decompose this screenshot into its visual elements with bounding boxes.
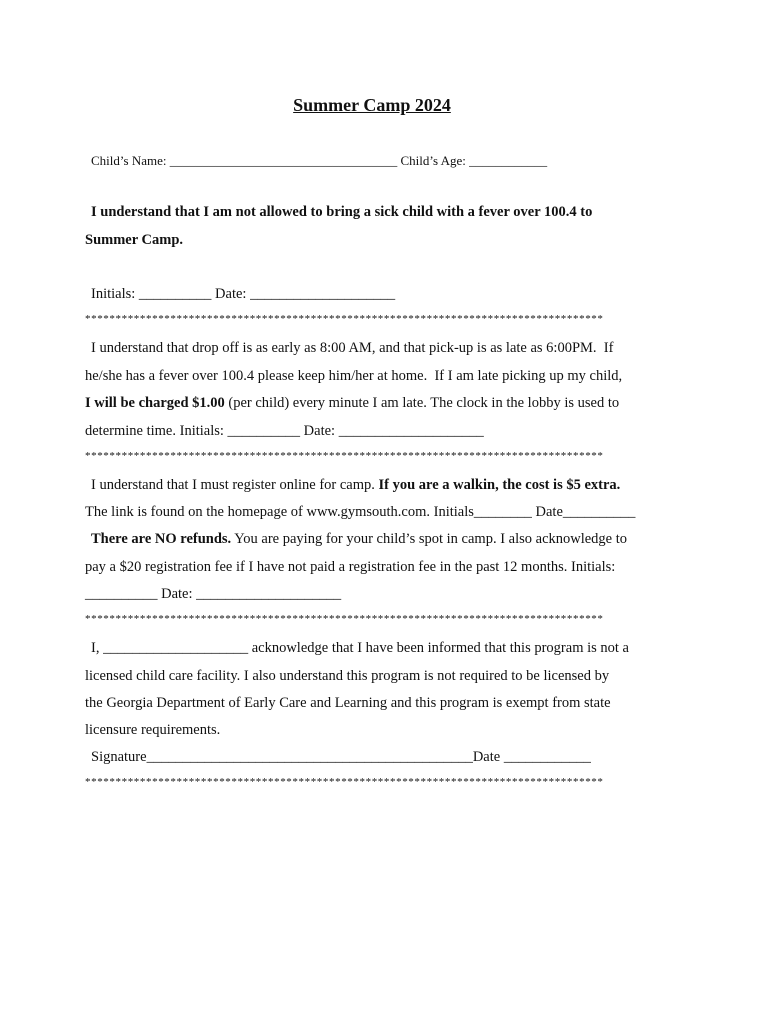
sick-policy-line-2: Summer Camp. (85, 232, 184, 248)
no-refunds-text: There are NO refunds. (91, 531, 232, 547)
registration-line-1 (91, 476, 620, 494)
separator: ************************************************************************************* (85, 613, 604, 625)
initials-date-line: Initials: __________ Date: ____________________ (91, 286, 396, 302)
refunds-line-3: __________ Date: ____________________ (85, 586, 342, 602)
refunds-line-2: pay a $20 registration fee if I have not paid a registration fee in the past 12 months. Initials: (85, 559, 616, 575)
walkin-cost-text: If you are a walkin, the cost is $5 extra. (378, 477, 621, 493)
dropoff-line-2: he/she has a fever over 100.4 please keep him/her at home. If I am late picking up my child, (85, 368, 623, 384)
acknowledgement-line-2: licensed child care facility. I also understand this program is not required to be licensed by (85, 668, 610, 684)
acknowledgement-line-3: the Georgia Department of Early Care and Learning and this program is exempt from state (85, 695, 611, 711)
refunds-rest: You are paying for your child’s spot in camp. I also acknowledge to (231, 531, 628, 547)
late-charge-rest: (per child) every minute I am late. The clock in the lobby is used to (224, 395, 620, 411)
child-name-age-line: Child’s Name: ___________________________________ Child’s Age: ____________ (91, 153, 548, 168)
dropoff-line-4: determine time. Initials: __________ Date: ____________________ (85, 423, 484, 439)
page-title: Summer Camp 2024 (293, 95, 451, 115)
sick-policy-line-1: I understand that I am not allowed to bring a sick child with a fever over 100.4 to (91, 204, 593, 220)
late-charge-text: I will be charged $1.00 (85, 395, 225, 411)
refunds-line-1 (91, 530, 627, 548)
separator: ************************************************************************************* (85, 313, 604, 325)
registration-text: I understand that I must register online for camp. (91, 477, 379, 493)
registration-line-2: The link is found on the homepage of www.gymsouth.com. Initials________ Date__________ (85, 504, 636, 520)
acknowledgement-line-4: licensure requirements. (85, 722, 221, 738)
dropoff-line-3 (85, 394, 619, 412)
dropoff-line-1: I understand that drop off is as early as 8:00 AM, and that pick-up is as late as 6:00PM. If (91, 340, 614, 356)
signature-date-line: Signature_____________________________________________Date ____________ (91, 749, 591, 765)
separator: ************************************************************************************* (85, 450, 604, 462)
separator: ************************************************************************************* (85, 776, 604, 788)
acknowledgement-line-1: I, ____________________ acknowledge that I have been informed that this program is not a (91, 640, 629, 656)
